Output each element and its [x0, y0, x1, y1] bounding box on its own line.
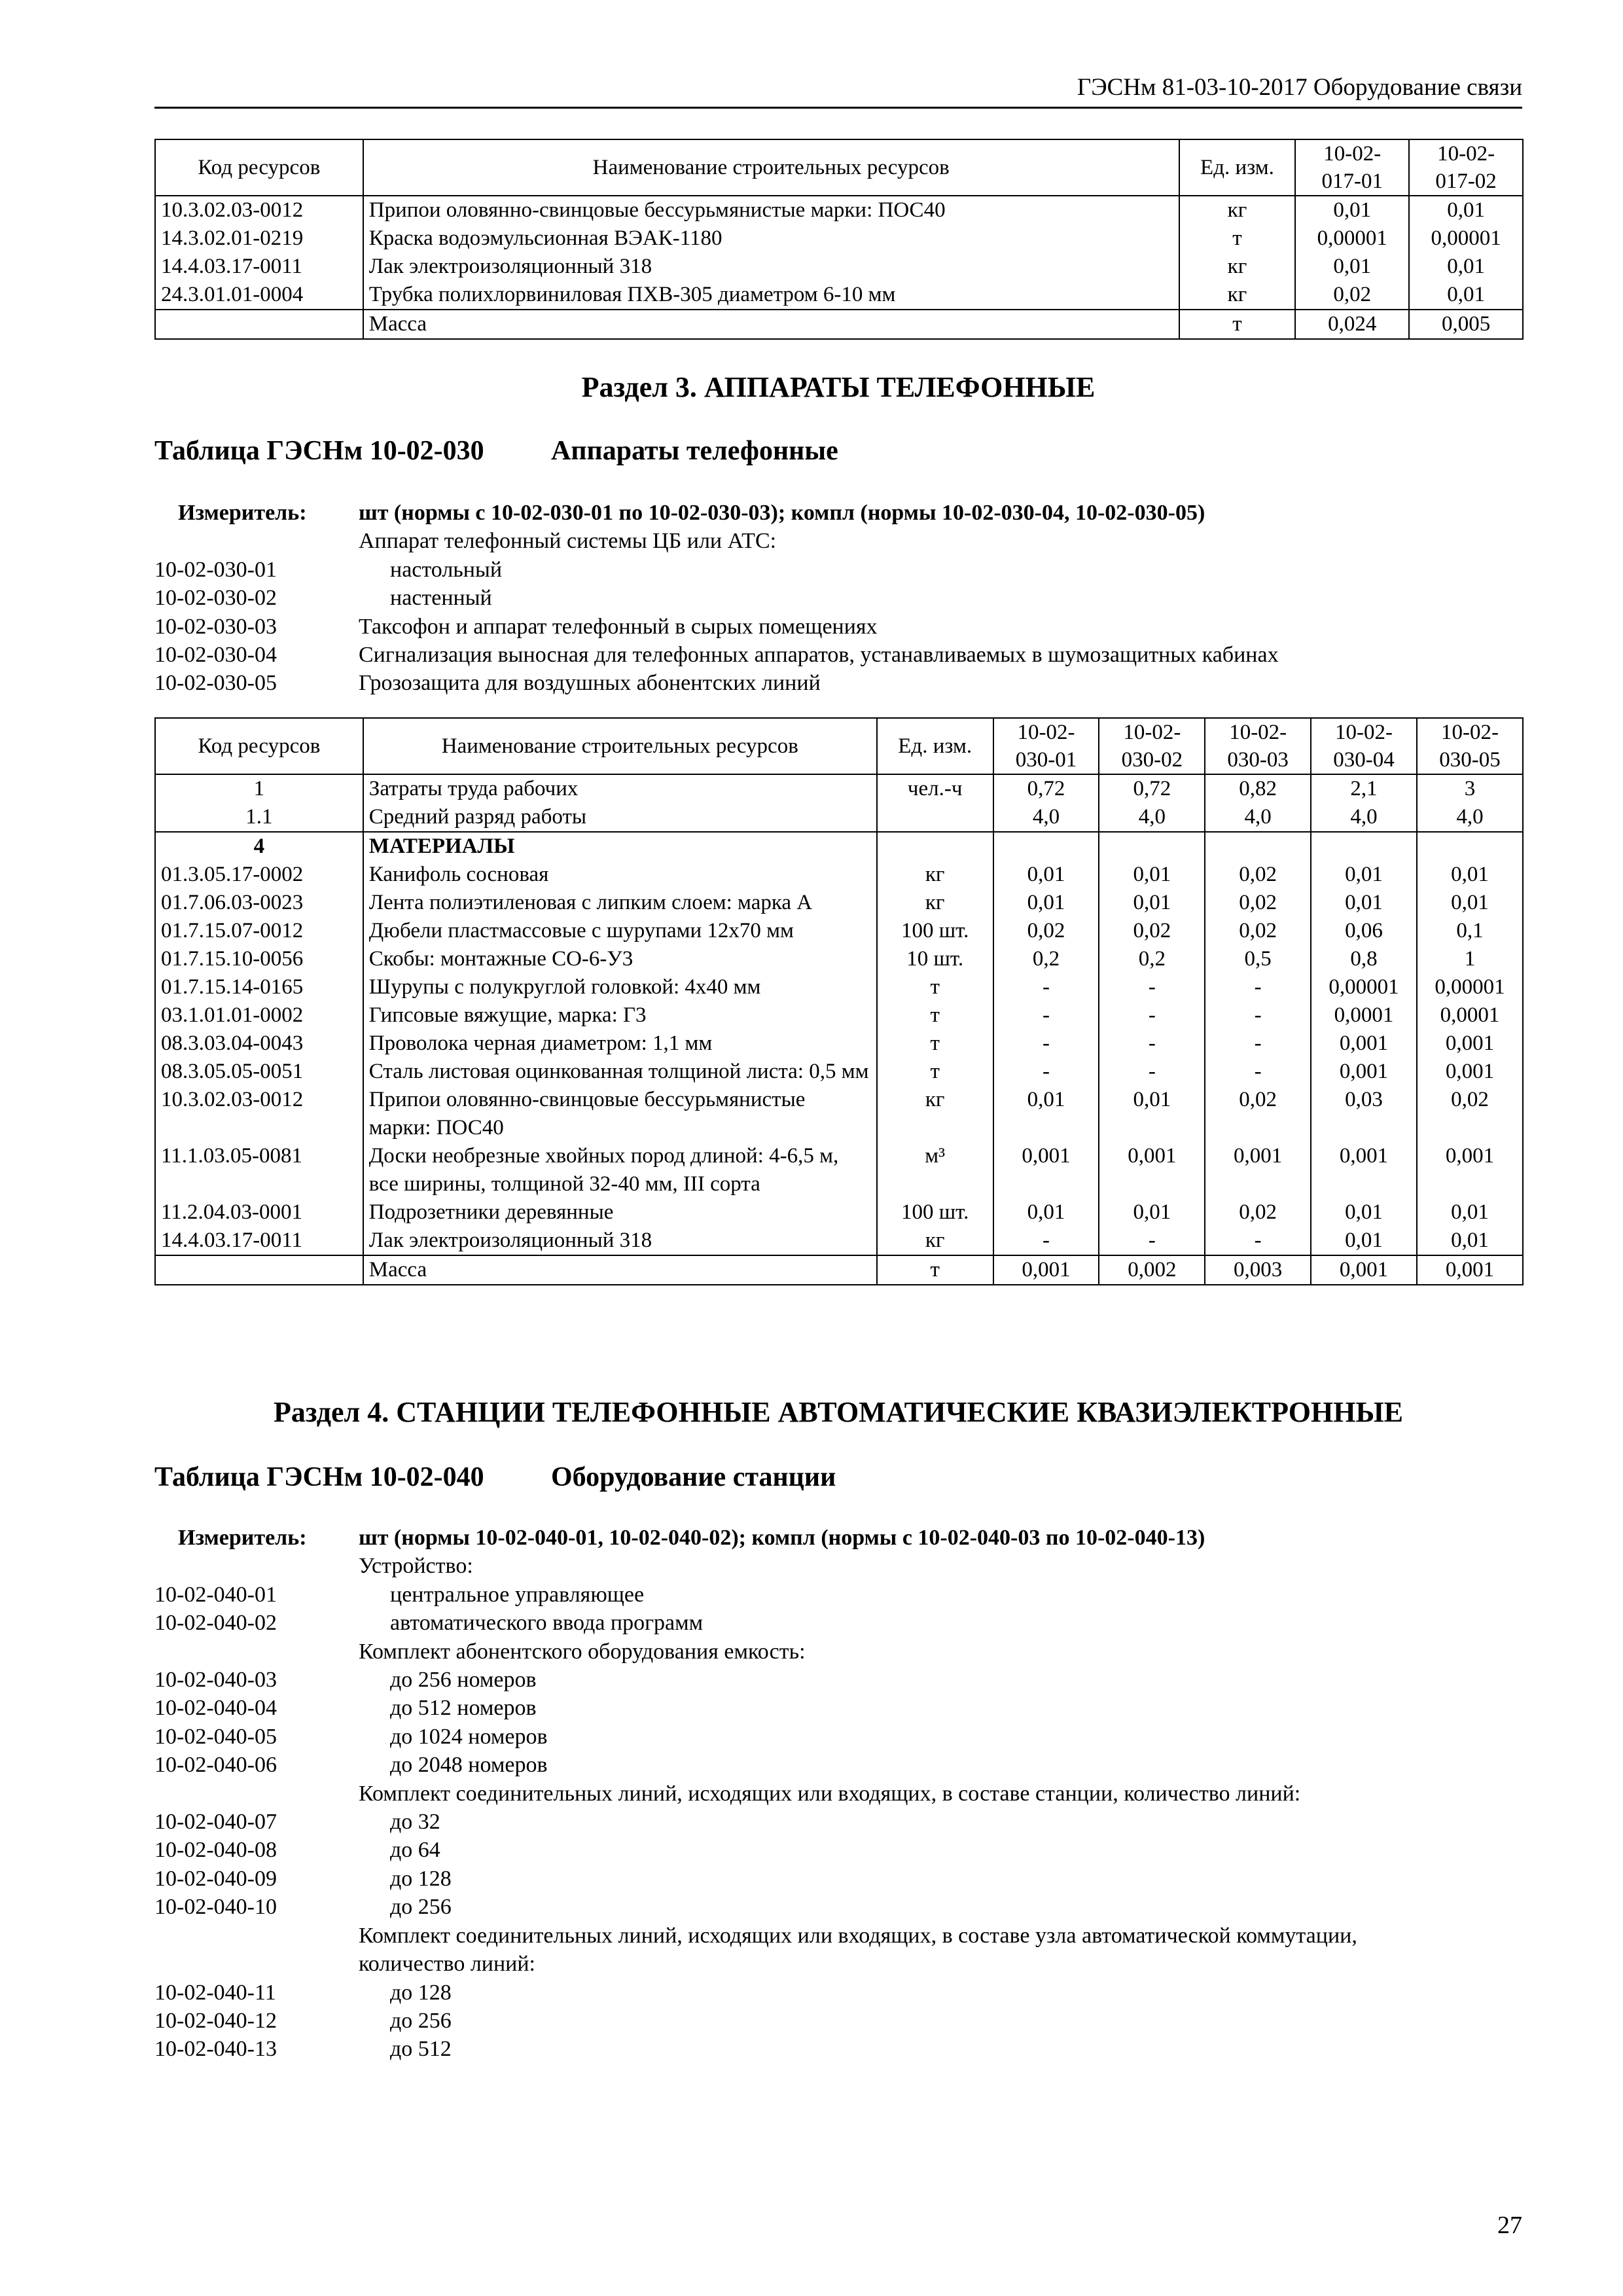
resource-code: 10.3.02.03-0012: [155, 1086, 363, 1142]
norm-line: [154, 2035, 1522, 2063]
meter-row: [154, 499, 1522, 527]
norm-code: 10-02-040-09: [154, 1866, 277, 1891]
value: 0,001: [1205, 1142, 1311, 1198]
norm-description: Комплект абонентского оборудования емкость:: [359, 1639, 806, 1664]
unit: [877, 803, 993, 832]
value: [993, 832, 1099, 861]
norm-line: [154, 1893, 1522, 1921]
value: 0,00001: [1295, 224, 1409, 253]
norm-description: Сигнализация выносная для телефонных аппаратов, устанавливаемых в шумозащитных кабинах: [359, 643, 1279, 668]
value: 0,01: [1099, 889, 1205, 917]
value: 0,01: [1099, 861, 1205, 889]
resource-name: Припои оловянно-свинцовые бессурьмянистые марки: ПОС40: [363, 196, 1179, 224]
value: 0,01: [1099, 1086, 1205, 1142]
table-header: [155, 139, 1523, 196]
value: -: [1205, 1227, 1311, 1255]
value: 0,82: [1205, 774, 1311, 803]
column-header: Ед. изм.: [1179, 139, 1296, 196]
meter-label: Измеритель:: [178, 1526, 307, 1550]
table-header: [155, 718, 1523, 774]
norm-line: [154, 1780, 1522, 1808]
norm-code: 10-02-030-04: [154, 643, 277, 668]
value: 1: [1417, 945, 1523, 973]
value: 4,0: [1205, 803, 1311, 832]
norm-line: [154, 641, 1522, 669]
value: -: [993, 1001, 1099, 1030]
header-row: [155, 718, 1523, 774]
table-row: [155, 1227, 1523, 1255]
column-header: 10-02- 017-01: [1295, 139, 1409, 196]
value: 0,01: [1417, 1227, 1523, 1255]
resource-name: Доски необрезные хвойных пород длиной: 4-6,5 м, все ширины, толщиной 32-40 мм, III сорта: [363, 1142, 877, 1198]
resource-name: Дюбели пластмассовые с шурупами 12х70 мм: [363, 917, 877, 945]
value: 0,00001: [1409, 224, 1523, 253]
value: -: [1205, 973, 1311, 1001]
value: 0,01: [993, 1198, 1099, 1227]
norm-description: количество линий:: [359, 1952, 536, 1977]
value: 0,02: [1099, 917, 1205, 945]
table-row: [155, 945, 1523, 973]
norm-description: автоматического ввода программ: [390, 1611, 704, 1636]
value: -: [1099, 1227, 1205, 1255]
norm-code: 10-02-040-08: [154, 1838, 277, 1863]
value: 0,01: [993, 889, 1099, 917]
norm-code: 10-02-040-11: [154, 1980, 276, 2005]
value: -: [993, 1030, 1099, 1058]
unit: [877, 832, 993, 861]
value: 0,01: [1311, 1227, 1417, 1255]
value: [1417, 832, 1523, 861]
table-row: [155, 889, 1523, 917]
header-row: [155, 139, 1523, 196]
norm-line: [154, 1950, 1522, 1978]
value: 0,01: [1417, 889, 1523, 917]
table-row: [155, 196, 1523, 224]
value: 0,2: [1099, 945, 1205, 973]
table-040-title: [154, 1461, 836, 1494]
value: 0,001: [1311, 1142, 1417, 1198]
norm-description: Таксофон и аппарат телефонный в сырых помещениях: [359, 614, 878, 639]
meter-label: Измеритель:: [178, 501, 307, 525]
table-row: [155, 1198, 1523, 1227]
norm-line: [154, 1836, 1522, 1864]
norm-description: Грозозащита для воздушных абонентских линий: [359, 671, 821, 696]
value: 0,001: [1417, 1030, 1523, 1058]
table-row: [155, 1142, 1523, 1198]
resource-name: Гипсовые вяжущие, марка: Г3: [363, 1001, 877, 1030]
value: 0,001: [1417, 1058, 1523, 1086]
norm-description: до 512 номеров: [390, 1696, 537, 1721]
resource-code: 03.1.01.01-0002: [155, 1001, 363, 1030]
norm-code: [154, 527, 359, 555]
unit: 100 шт.: [877, 1198, 993, 1227]
table-row: [155, 832, 1523, 861]
norm-description: Комплект соединительных линий, исходящих или входящих, в составе узла автоматической коммутации,: [359, 1923, 1357, 1948]
table-number: Таблица ГЭСНм 10-02-040: [154, 1462, 484, 1492]
norm-line: [154, 1666, 1522, 1694]
value: 0,003: [1205, 1255, 1311, 1285]
value: 0,8: [1311, 945, 1417, 973]
value: 4,0: [1417, 803, 1523, 832]
running-header: ГЭСНм 81-03-10-2017 Оборудование связи: [1077, 74, 1522, 101]
value: -: [1099, 1058, 1205, 1086]
column-header: 10-02- 030-05: [1417, 718, 1523, 774]
table-row: [155, 861, 1523, 889]
norm-description: до 512: [390, 2037, 452, 2062]
section-4-title: Раздел 4. СТАНЦИИ ТЕЛЕФОННЫЕ АВТОМАТИЧЕСКИЕ КВАЗИЭЛЕКТРОННЫЕ: [274, 1396, 1403, 1428]
column-header: Код ресурсов: [155, 139, 363, 196]
unit: кг: [877, 1086, 993, 1142]
unit: т: [1179, 224, 1296, 253]
value: 0,02: [1205, 1198, 1311, 1227]
norm-line: [154, 1638, 1522, 1666]
table-name: Оборудование станции: [551, 1462, 836, 1492]
unit: кг: [877, 889, 993, 917]
norm-code: [154, 1950, 359, 1978]
table-row: [155, 917, 1523, 945]
value: 0,01: [1409, 196, 1523, 224]
column-header: Наименование строительных ресурсов: [363, 718, 877, 774]
value: 0,005: [1409, 310, 1523, 339]
norm-line: [154, 613, 1522, 641]
value: 0,01: [993, 861, 1099, 889]
table-row: [155, 774, 1523, 803]
norm-code: [154, 1552, 359, 1580]
value: 0,001: [1311, 1255, 1417, 1285]
value: -: [993, 1058, 1099, 1086]
norm-line: [154, 1609, 1522, 1637]
value: 0,01: [1295, 253, 1409, 281]
resource-code: 14.4.03.17-0011: [155, 1227, 363, 1255]
norm-line: [154, 2007, 1522, 2035]
value: 0,2: [993, 945, 1099, 973]
norm-line: [154, 1751, 1522, 1779]
value: 0,024: [1295, 310, 1409, 339]
value: -: [993, 973, 1099, 1001]
value: 0,02: [1205, 889, 1311, 917]
norm-description: до 128: [390, 1866, 452, 1891]
norm-line: [154, 527, 1522, 555]
resource-code: 01.7.15.14-0165: [155, 973, 363, 1001]
resource-name: Шурупы с полукруглой головкой: 4х40 мм: [363, 973, 877, 1001]
resource-code: 01.7.06.03-0023: [155, 889, 363, 917]
resource-name: Подрозетники деревянные: [363, 1198, 877, 1227]
column-header: Наименование строительных ресурсов: [363, 139, 1179, 196]
mass-label: Масса: [363, 1255, 877, 1285]
unit: т: [877, 1030, 993, 1058]
resource-code: 10.3.02.03-0012: [155, 196, 363, 224]
norm-description: до 1024 номеров: [390, 1724, 548, 1749]
value: [1099, 832, 1205, 861]
table-row: [155, 253, 1523, 281]
norm-line: [154, 669, 1522, 697]
unit: т: [877, 973, 993, 1001]
header-rule: [154, 107, 1522, 109]
value: -: [993, 1227, 1099, 1255]
norm-code: 10-02-040-06: [154, 1753, 277, 1778]
table-body: [155, 196, 1523, 339]
resource-name: МАТЕРИАЛЫ: [363, 832, 877, 861]
resource-code: [155, 310, 363, 339]
value: -: [1099, 973, 1205, 1001]
value: 0,01: [1417, 1198, 1523, 1227]
mass-label: Масса: [363, 310, 1179, 339]
value: 0,02: [993, 917, 1099, 945]
resource-code: 08.3.03.04-0043: [155, 1030, 363, 1058]
resource-code: 14.4.03.17-0011: [155, 253, 363, 281]
unit: кг: [877, 1227, 993, 1255]
value: 0,001: [993, 1142, 1099, 1198]
table-row: [155, 1086, 1523, 1142]
norm-code: 10-02-030-01: [154, 557, 277, 582]
meter-text: шт (нормы с 10-02-030-01 по 10-02-030-03); компл (нормы 10-02-030-04, 10-02-030-05): [359, 501, 1205, 525]
unit: 100 шт.: [877, 917, 993, 945]
value: 0,1: [1417, 917, 1523, 945]
norm-description: до 64: [390, 1838, 440, 1863]
resource-name: Трубка полихлорвиниловая ПХВ-305 диаметром 6-10 мм: [363, 281, 1179, 310]
value: -: [1205, 1001, 1311, 1030]
value: 0,002: [1099, 1255, 1205, 1285]
value: 0,00001: [1417, 973, 1523, 1001]
value: 0,5: [1205, 945, 1311, 973]
value: 4,0: [1099, 803, 1205, 832]
norm-description: Комплект соединительных линий, исходящих или входящих, в составе станции, количество линий:: [359, 1781, 1301, 1806]
resource-name: Лента полиэтиленовая с липким слоем: марка А: [363, 889, 877, 917]
table-name: Аппараты телефонные: [551, 436, 838, 466]
norm-code: [154, 1922, 359, 1950]
norm-code: 10-02-040-05: [154, 1724, 277, 1749]
value: 3: [1417, 774, 1523, 803]
norm-code: 10-02-040-02: [154, 1611, 277, 1636]
unit: 10 шт.: [877, 945, 993, 973]
page-number: 27: [1497, 2212, 1522, 2239]
meter-row: [154, 1524, 1522, 1552]
resource-table-030: [154, 717, 1524, 1285]
norm-description: до 2048 номеров: [390, 1753, 548, 1778]
mass-row: [155, 310, 1523, 339]
resource-table-017: [154, 139, 1524, 340]
unit: т: [877, 1001, 993, 1030]
resource-code: 11.2.04.03-0001: [155, 1198, 363, 1227]
table-030-title: [154, 435, 838, 467]
norm-code: 10-02-040-03: [154, 1668, 277, 1693]
unit: т: [877, 1058, 993, 1086]
value: -: [1205, 1058, 1311, 1086]
unit: кг: [1179, 253, 1296, 281]
resource-code: 1: [155, 774, 363, 803]
norm-code: 10-02-040-10: [154, 1895, 277, 1920]
resource-code: 1.1: [155, 803, 363, 832]
value: 0,06: [1311, 917, 1417, 945]
norm-description: настенный: [390, 586, 492, 611]
norm-code: 10-02-030-02: [154, 586, 277, 611]
column-header: 10-02- 030-01: [993, 718, 1099, 774]
resource-code: 14.3.02.01-0219: [155, 224, 363, 253]
norm-code: 10-02-040-04: [154, 1696, 277, 1721]
value: 0,01: [1311, 1198, 1417, 1227]
norm-line: [154, 1808, 1522, 1836]
value: 0,01: [993, 1086, 1099, 1142]
resource-code: 01.7.15.07-0012: [155, 917, 363, 945]
norm-line: [154, 1979, 1522, 2007]
value: 0,02: [1205, 1086, 1311, 1142]
value: 0,001: [993, 1255, 1099, 1285]
norm-description: до 32: [390, 1810, 440, 1835]
unit: т: [1179, 310, 1296, 339]
norm-description: Аппарат телефонный системы ЦБ или АТС:: [359, 529, 777, 554]
value: 4,0: [1311, 803, 1417, 832]
norm-description: до 256 номеров: [390, 1668, 537, 1693]
value: 4,0: [993, 803, 1099, 832]
value: 0,01: [1311, 861, 1417, 889]
norm-line: [154, 1865, 1522, 1893]
value: 0,00001: [1311, 973, 1417, 1001]
mass-row: [155, 1255, 1523, 1285]
value: 0,001: [1417, 1255, 1523, 1285]
norm-line: [154, 1723, 1522, 1751]
column-header: 10-02- 030-02: [1099, 718, 1205, 774]
norm-code: [154, 1638, 359, 1666]
norm-line: [154, 584, 1522, 612]
value: 0,02: [1417, 1086, 1523, 1142]
unit: чел.-ч: [877, 774, 993, 803]
norm-description: до 128: [390, 1980, 452, 2005]
resource-code: 01.3.05.17-0002: [155, 861, 363, 889]
section-3-title: Раздел 3. АППАРАТЫ ТЕЛЕФОННЫЕ: [581, 371, 1096, 403]
resource-code: 24.3.01.01-0004: [155, 281, 363, 310]
norm-line: [154, 1922, 1522, 1950]
value: 0,0001: [1417, 1001, 1523, 1030]
value: [1205, 832, 1311, 861]
norm-code: [154, 1780, 359, 1808]
norm-line: [154, 1581, 1522, 1609]
norm-description: настольный: [390, 557, 503, 582]
resource-code: 11.1.03.05-0081: [155, 1142, 363, 1198]
norm-code: 10-02-040-12: [154, 2008, 277, 2033]
unit: кг: [877, 861, 993, 889]
column-header: 10-02- 017-02: [1409, 139, 1523, 196]
table-number: Таблица ГЭСНм 10-02-030: [154, 436, 484, 466]
value: 0,01: [1417, 861, 1523, 889]
value: 0,001: [1311, 1030, 1417, 1058]
value: [1311, 832, 1417, 861]
column-header: Ед. изм.: [877, 718, 993, 774]
resource-name: Краска водоэмульсионная ВЭАК-1180: [363, 224, 1179, 253]
value: 0,01: [1295, 196, 1409, 224]
norm-line: [154, 1694, 1522, 1722]
value: 0,72: [1099, 774, 1205, 803]
value: 0,0001: [1311, 1001, 1417, 1030]
norm-description: до 256: [390, 2008, 452, 2033]
value: 0,72: [993, 774, 1099, 803]
resource-name: Припои оловянно-свинцовые бессурьмянистые марки: ПОС40: [363, 1086, 877, 1142]
table-row: [155, 224, 1523, 253]
value: 0,01: [1099, 1198, 1205, 1227]
resource-code: 01.7.15.10-0056: [155, 945, 363, 973]
resource-name: Лак электроизоляционный 318: [363, 1227, 877, 1255]
unit: м³: [877, 1142, 993, 1198]
value: 0,01: [1409, 253, 1523, 281]
value: 2,1: [1311, 774, 1417, 803]
unit: кг: [1179, 281, 1296, 310]
table-row: [155, 973, 1523, 1001]
value: -: [1205, 1030, 1311, 1058]
norm-description: до 256: [390, 1895, 452, 1920]
norm-description: центральное управляющее: [390, 1582, 645, 1607]
value: 0,03: [1311, 1086, 1417, 1142]
column-header: 10-02- 030-04: [1311, 718, 1417, 774]
value: 0,001: [1417, 1142, 1523, 1198]
value: -: [1099, 1001, 1205, 1030]
unit: кг: [1179, 196, 1296, 224]
norm-line: [154, 556, 1522, 584]
column-header: 10-02- 030-03: [1205, 718, 1311, 774]
resource-code: 08.3.05.05-0051: [155, 1058, 363, 1086]
table-row: [155, 1001, 1523, 1030]
value: 0,001: [1311, 1058, 1417, 1086]
resource-name: Проволока черная диаметром: 1,1 мм: [363, 1030, 877, 1058]
meter-block-030: [154, 499, 1522, 698]
resource-name: Затраты труда рабочих: [363, 774, 877, 803]
resource-code: [155, 1255, 363, 1285]
value: 0,01: [1409, 281, 1523, 310]
resource-name: Средний разряд работы: [363, 803, 877, 832]
resource-name: Лак электроизоляционный 318: [363, 253, 1179, 281]
table-row: [155, 1030, 1523, 1058]
norm-code: 10-02-030-03: [154, 614, 277, 639]
unit: т: [877, 1255, 993, 1285]
value: 0,02: [1205, 917, 1311, 945]
meter-block-040: [154, 1524, 1522, 2064]
norm-code: 10-02-040-07: [154, 1810, 277, 1835]
table-row: [155, 803, 1523, 832]
value: -: [1099, 1030, 1205, 1058]
value: 0,001: [1099, 1142, 1205, 1198]
meter-text: шт (нормы 10-02-040-01, 10-02-040-02); компл (нормы с 10-02-040-03 по 10-02-040-13): [359, 1526, 1205, 1550]
norm-code: 10-02-040-13: [154, 2037, 277, 2062]
value: 0,02: [1205, 861, 1311, 889]
table-row: [155, 1058, 1523, 1086]
table-row: [155, 281, 1523, 310]
value: 0,02: [1295, 281, 1409, 310]
column-header: Код ресурсов: [155, 718, 363, 774]
norm-code: 10-02-040-01: [154, 1582, 277, 1607]
value: 0,01: [1311, 889, 1417, 917]
norm-line: [154, 1552, 1522, 1580]
norm-code: 10-02-030-05: [154, 671, 277, 696]
resource-name: Сталь листовая оцинкованная толщиной листа: 0,5 мм: [363, 1058, 877, 1086]
resource-code: 4: [155, 832, 363, 861]
resource-name: Скобы: монтажные СО-6-У3: [363, 945, 877, 973]
norm-description: Устройство:: [359, 1554, 473, 1579]
resource-name: Канифоль сосновая: [363, 861, 877, 889]
table-body: [155, 774, 1523, 1285]
